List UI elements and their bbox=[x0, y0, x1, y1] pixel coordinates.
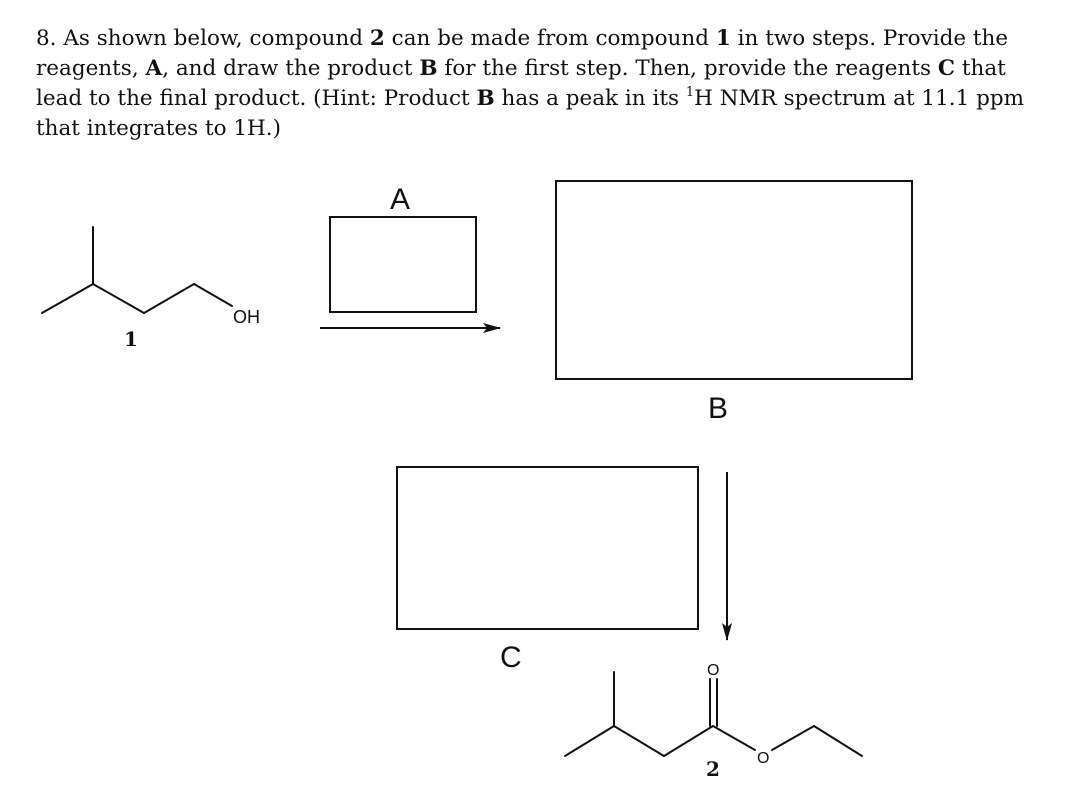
bond bbox=[93, 284, 144, 313]
question-bold-1: 1 bbox=[715, 26, 731, 51]
question-bold-b-hint: B bbox=[476, 86, 495, 111]
product-b-answer-box[interactable] bbox=[556, 181, 912, 379]
bond bbox=[713, 726, 755, 750]
reagent-c-answer-box[interactable] bbox=[397, 467, 698, 629]
question-segment: that lead to the final product. (Hint: Product bbox=[36, 56, 1006, 111]
compound-2-structure bbox=[565, 672, 862, 756]
question-bold-b: B bbox=[419, 56, 438, 81]
bond bbox=[144, 284, 194, 313]
question-segment: for the first step. Then, provide the reagents bbox=[437, 56, 938, 81]
bond bbox=[814, 726, 862, 756]
bond bbox=[565, 726, 614, 756]
reagent-a-answer-box[interactable] bbox=[330, 217, 476, 312]
superscript-1: 1 bbox=[685, 85, 695, 100]
question-bold-c: C bbox=[937, 56, 955, 81]
question-segment: H NMR spectrum at 11.1 ppm that integrates to 1H.) bbox=[36, 86, 1025, 141]
reagent-c-label: C bbox=[500, 641, 522, 674]
reagent-a-label: A bbox=[390, 183, 411, 216]
compound-1-label: 1 bbox=[124, 327, 138, 351]
question-segment: has a peak in its bbox=[494, 86, 686, 111]
question-segment: in two steps. Provide the reagents, bbox=[36, 26, 1009, 81]
product-b-label: B bbox=[708, 392, 729, 425]
ester-oxygen-label: O bbox=[757, 750, 770, 767]
question-segment: 8. As shown below, compound bbox=[36, 26, 370, 51]
bond bbox=[614, 726, 664, 756]
compound-1-structure bbox=[42, 227, 232, 313]
bond bbox=[772, 726, 814, 750]
carbonyl-oxygen-label: O bbox=[707, 662, 720, 679]
bond bbox=[42, 284, 93, 313]
compound-2-label: 2 bbox=[706, 757, 720, 781]
bond bbox=[194, 284, 232, 306]
question-bold-a: A bbox=[145, 56, 163, 81]
question-bold-2: 2 bbox=[369, 26, 385, 51]
hydroxyl-label: OH bbox=[233, 307, 260, 327]
question-segment: can be made from compound bbox=[384, 26, 716, 51]
question-segment: , and draw the product bbox=[162, 56, 420, 81]
bond bbox=[664, 726, 713, 756]
